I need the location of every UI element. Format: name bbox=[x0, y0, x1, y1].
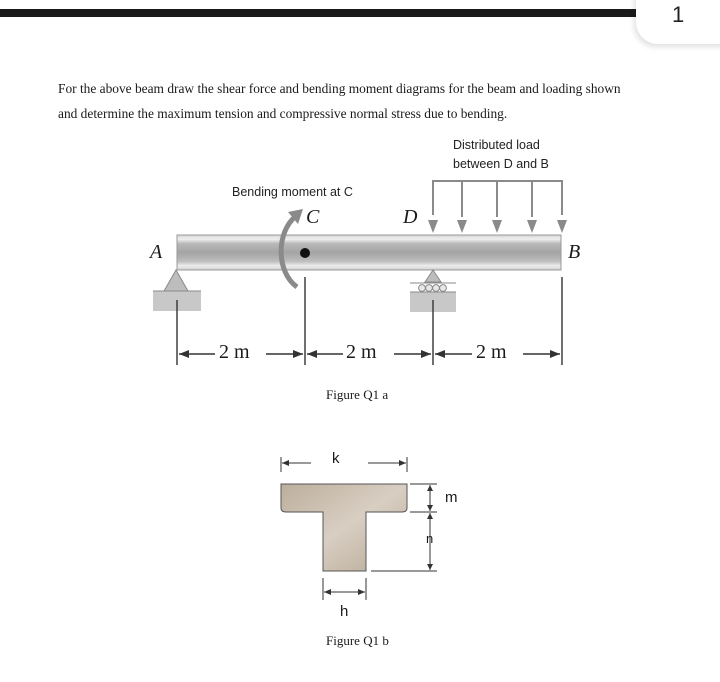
figure-q1a-caption: Figure Q1 a bbox=[326, 387, 389, 402]
load-label-line1: Distributed load bbox=[453, 138, 540, 152]
figure-q1b-caption: Figure Q1 b bbox=[326, 633, 389, 648]
point-b-label: B bbox=[568, 241, 581, 263]
point-a-label: A bbox=[150, 241, 163, 263]
moment-label: Bending moment at C bbox=[232, 185, 353, 199]
web-height-label: n bbox=[426, 531, 434, 546]
flange-width-label: k bbox=[332, 450, 340, 467]
flange-thickness-label: m bbox=[445, 489, 458, 506]
dimension-cd: 2 m bbox=[346, 341, 377, 363]
point-d-label: D bbox=[403, 206, 418, 228]
point-c-label: C bbox=[306, 206, 320, 228]
load-label-line2: between D and B bbox=[453, 157, 549, 171]
t-section-shape bbox=[281, 484, 407, 571]
dimension-db: 2 m bbox=[476, 341, 507, 363]
question-line-1: For the above beam draw the shear force and bending moment diagrams for the beam and loading shown bbox=[58, 81, 621, 96]
web-width-label: h bbox=[340, 603, 349, 620]
dimension-ac: 2 m bbox=[219, 341, 250, 363]
question-line-2: and determine the maximum tension and compressive normal stress due to bending. bbox=[58, 106, 508, 121]
page-number: 1 bbox=[672, 2, 685, 27]
